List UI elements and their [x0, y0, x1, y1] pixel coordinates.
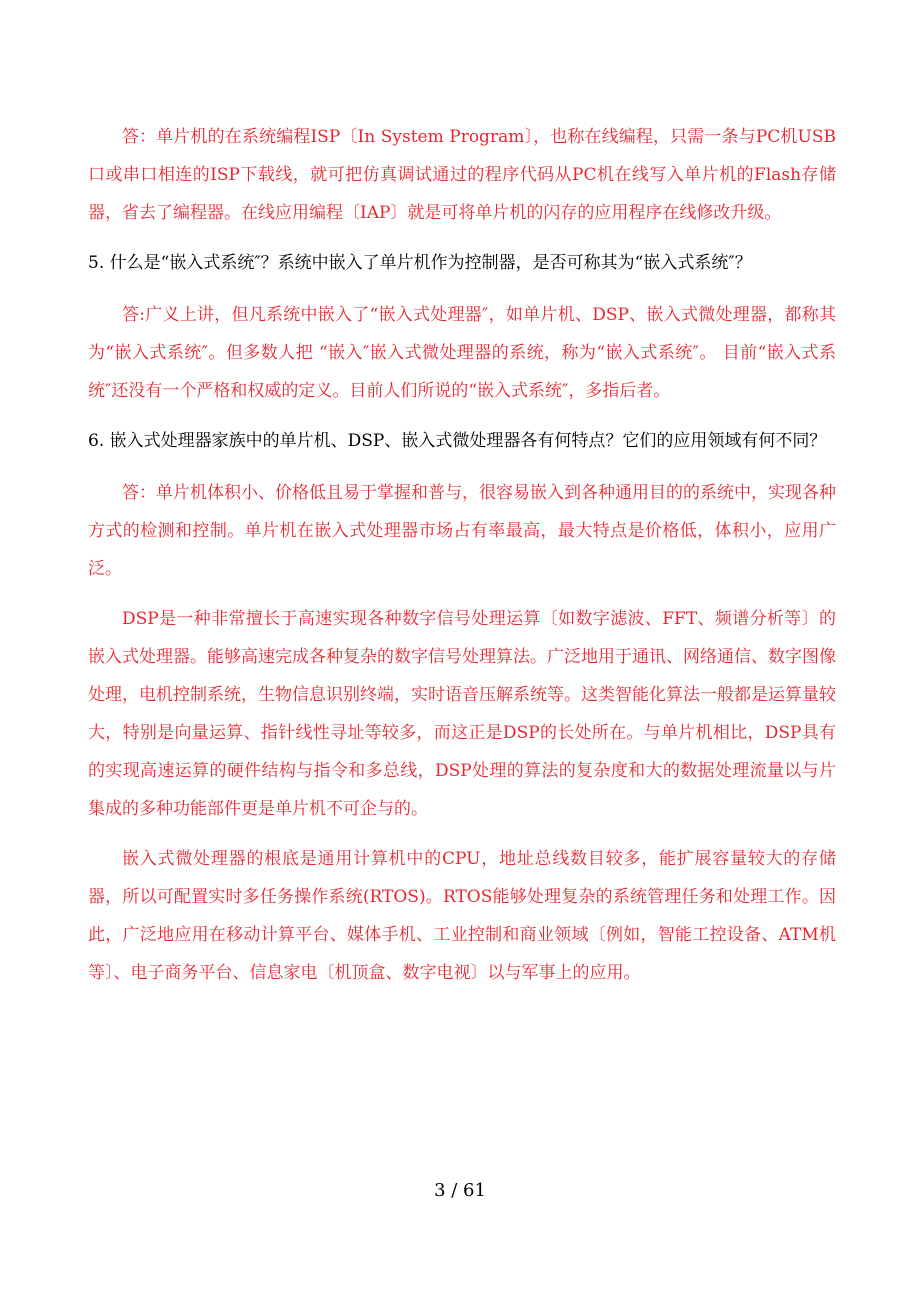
answer-paragraph-mcu: 答：单片机体积小、价格低且易于掌握和普与，很容易嵌入到各种通用目的的系统中，实现各种方式的检测和控制。单片机在嵌入式处理器市场占有率最高，最大特点是价格低，体积小，应用广泛。	[88, 483, 836, 579]
answer-paragraph-mpu: 嵌入式微处理器的根底是通用计算机中的CPU，地址总线数目较多，能扩展容量较大的存储器，所以可配置实时多任务操作系统(RTOS)。RTOS能够处理复杂的系统管理任务和处理工作。因此，广泛地应用在移动计算平台、媒体手机、工业控制和商业领域〔例如，智能工控设备、ATM机等〕、电子商务平台、信息家电〔机顶盒、数字电视〕以与军事上的应用。	[88, 849, 836, 983]
answer-paragraph-isp: 答：单片机的在系统编程ISP〔In System Program〕，也称在线编程，只需一条与PC机USB口或串口相连的ISP下载线，就可把仿真调试通过的程序代码从PC机在线写入单片机的Flash存储器，省去了编程器。在线应用编程〔IAP〕就是可将单片机的闪存的应用程序在线修改升级。	[88, 127, 836, 223]
answer-paragraph-embedded-system: 答:广义上讲，但凡系统中嵌入了“嵌入式处理器″，如单片机、DSP、嵌入式微处理器，都称其为“嵌入式系统″。但多数人把 “嵌入″嵌入式微处理器的系统，称为“嵌入式系统″。 目前“嵌入式系统″还没有一个严格和权威的定义。目前人们所说的“嵌入式系统″，多指后者。	[88, 305, 836, 401]
question-5: 5. 什么是“嵌入式系统″？系统中嵌入了单片机作为控制器，是否可称其为“嵌入式系统″？	[88, 253, 752, 273]
answer-paragraph-dsp: DSP是一种非常擅长于高速实现各种数字信号处理运算〔如数字滤波、FFT、频谱分析等〕的嵌入式处理器。能够高速完成各种复杂的数字信号处理算法。广泛地用于通讯、网络通信、数字图像处理，电机控制系统，生物信息识别终端，实时语音压解系统等。这类智能化算法一般都是运算量较大，特别是向量运算、指针线性寻址等较多，而这正是DSP的长处所在。与单片机相比，DSP具有的实现高速运算的硬件结构与指令和多总线，DSP处理的算法的复杂度和大的数据处理流量以与片集成的多种功能部件更是单片机不可企与的。	[88, 609, 836, 819]
page-number: 3 / 61	[434, 1180, 486, 1201]
document-body	[88, 118, 836, 992]
question-6: 6. 嵌入式处理器家族中的单片机、DSP、嵌入式微处理器各有何特点？它们的应用领域有何不同？	[88, 431, 827, 451]
